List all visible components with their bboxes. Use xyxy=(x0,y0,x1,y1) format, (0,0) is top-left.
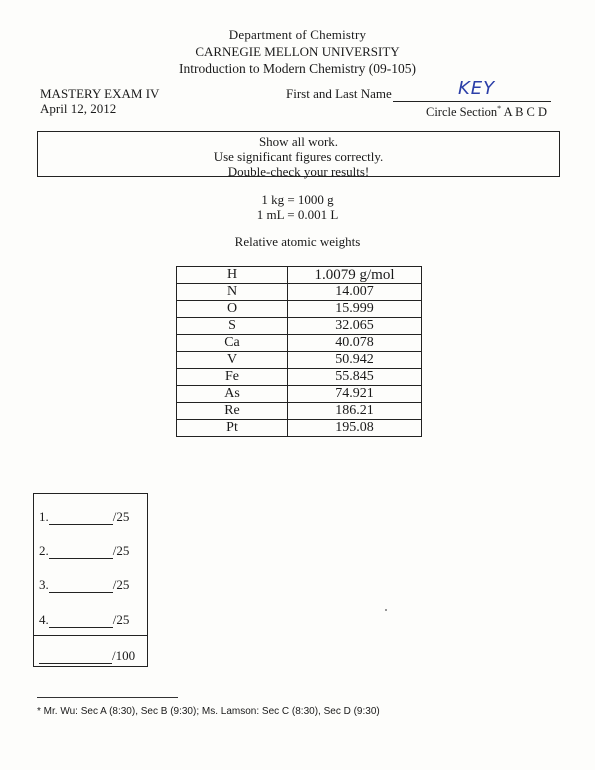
atomic-weights-title: Relative atomic weights xyxy=(234,234,361,249)
table-row xyxy=(177,318,422,335)
conversion-line: 1 kg = 1000 g xyxy=(261,192,334,207)
score-blank xyxy=(49,580,113,593)
score-row xyxy=(39,509,129,525)
weight-cell: 55.845 xyxy=(288,369,422,386)
score-row xyxy=(39,543,129,559)
element-cell: Pt xyxy=(177,420,288,437)
page-header xyxy=(0,26,595,77)
table-row xyxy=(177,284,422,301)
section-field xyxy=(426,104,547,120)
score-row xyxy=(39,612,129,628)
score-box xyxy=(33,493,148,667)
table-row xyxy=(177,420,422,437)
instruction-line: Double-check your results! xyxy=(227,164,370,179)
course-title: Introduction to Modern Chemistry (09-105) xyxy=(179,61,416,76)
table-row xyxy=(177,267,422,284)
university-name: CARNEGIE MELLON UNIVERSITY xyxy=(195,44,400,59)
footnote-rule xyxy=(37,697,178,698)
section-options: A B C D xyxy=(503,105,548,120)
score-divider xyxy=(34,635,147,636)
element-cell: N xyxy=(177,284,288,301)
question-number: 2. xyxy=(39,543,49,558)
scan-speck xyxy=(385,609,387,611)
table-row xyxy=(177,403,422,420)
unit-conversions xyxy=(0,192,595,222)
element-cell: Re xyxy=(177,403,288,420)
element-cell: O xyxy=(177,301,288,318)
name-field xyxy=(286,86,551,102)
score-blank xyxy=(49,546,113,559)
exam-title: MASTERY EXAM IV xyxy=(40,86,160,101)
question-max: /25 xyxy=(112,612,130,627)
weight-cell: 1.0079 g/mol xyxy=(288,267,422,284)
exam-info xyxy=(40,86,159,116)
table-row xyxy=(177,301,422,318)
name-label: First and Last Name xyxy=(286,86,392,101)
instruction-line: Use significant figures correctly. xyxy=(213,149,384,164)
total-blank xyxy=(39,651,112,664)
atomic-weights-table xyxy=(176,266,422,437)
question-max: /25 xyxy=(112,509,130,524)
weight-cell: 14.007 xyxy=(288,284,422,301)
department-name: Department of Chemistry xyxy=(228,27,367,42)
weight-cell: 50.942 xyxy=(288,352,422,369)
total-max: /100 xyxy=(112,648,136,663)
score-row xyxy=(39,577,129,593)
table-row xyxy=(177,352,422,369)
element-cell: Ca xyxy=(177,335,288,352)
weight-cell: 74.921 xyxy=(288,386,422,403)
exam-date: April 12, 2012 xyxy=(40,101,117,116)
instructions-box xyxy=(37,131,560,177)
total-row xyxy=(39,648,135,664)
instruction-line: Show all work. xyxy=(258,134,339,149)
table-row xyxy=(177,386,422,403)
weight-cell: 32.065 xyxy=(288,318,422,335)
question-max: /25 xyxy=(112,543,130,558)
score-blank xyxy=(49,512,113,525)
question-number: 1. xyxy=(39,509,49,524)
element-cell: S xyxy=(177,318,288,335)
element-cell: As xyxy=(177,386,288,403)
table-row xyxy=(177,335,422,352)
question-number: 3. xyxy=(39,577,49,592)
score-blank xyxy=(49,615,113,628)
table-row xyxy=(177,369,422,386)
conversion-line: 1 mL = 0.001 L xyxy=(256,207,339,222)
weight-cell: 15.999 xyxy=(288,301,422,318)
question-number: 4. xyxy=(39,612,49,627)
element-cell: H xyxy=(177,267,288,284)
element-cell: V xyxy=(177,352,288,369)
question-max: /25 xyxy=(112,577,130,592)
section-marker: * xyxy=(497,104,502,113)
weight-cell: 195.08 xyxy=(288,420,422,437)
section-label: Circle Section xyxy=(426,105,498,120)
name-value-handwritten: KEY xyxy=(458,78,496,99)
footnote: * Mr. Wu: Sec A (8:30), Sec B (9:30); Ms. Lamson: Sec C (8:30), Sec D (9:30) xyxy=(37,706,380,717)
element-cell: Fe xyxy=(177,369,288,386)
weight-cell: 186.21 xyxy=(288,403,422,420)
weight-cell: 40.078 xyxy=(288,335,422,352)
